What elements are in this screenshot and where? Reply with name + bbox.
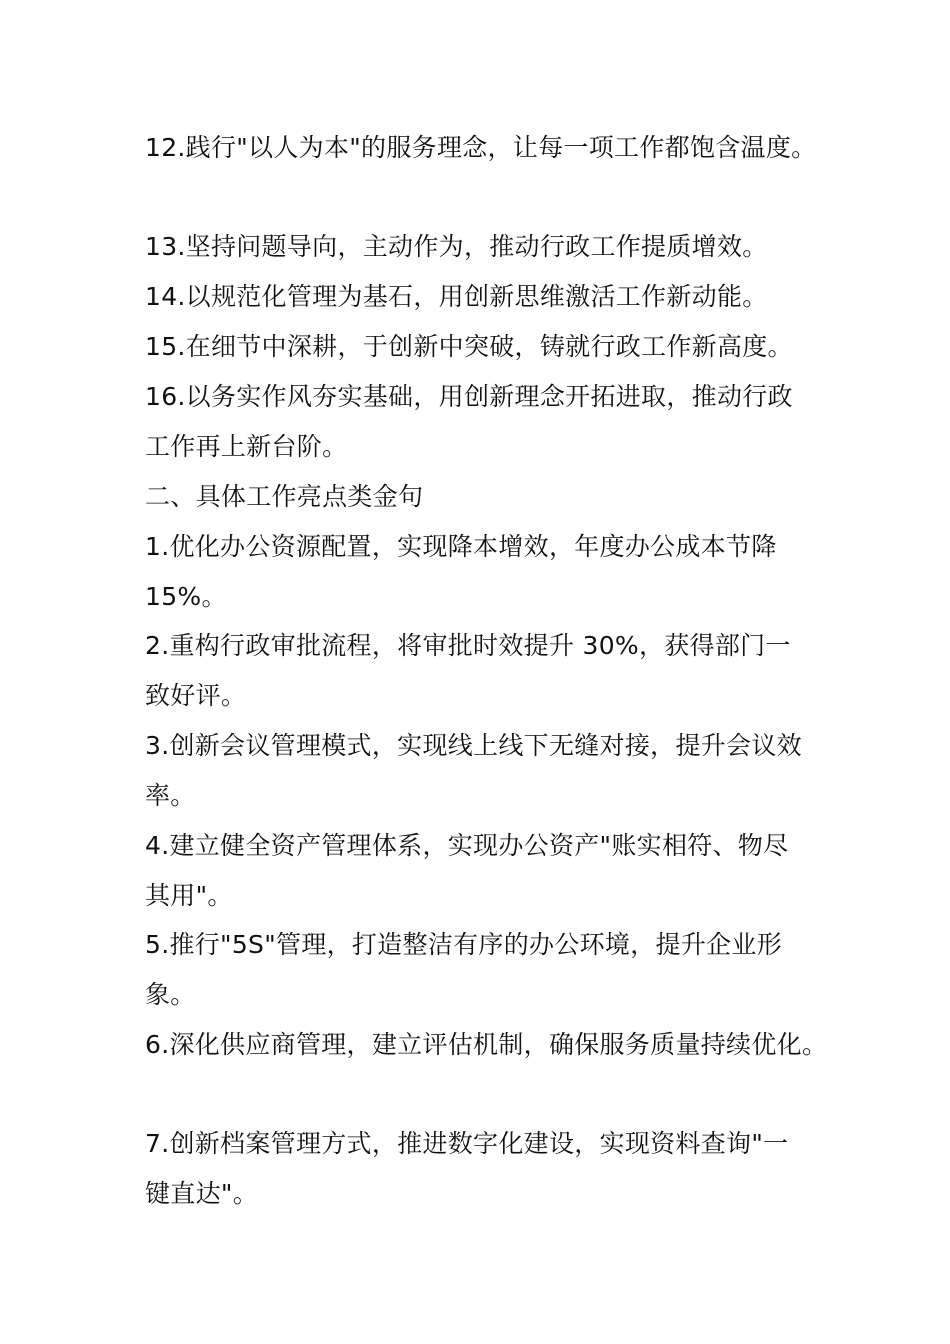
text-line-5-cont: 象。 [145,980,196,1009]
section-heading: 二、具体工作亮点类金句 [145,482,424,511]
text-line-2: 2.重构行政审批流程，将审批时效提升 30%，获得部门一 [145,631,791,660]
text-line-15: 15.在细节中深耕，于创新中突破，铸就行政工作新高度。 [145,332,793,361]
text-line-3: 3.创新会议管理模式，实现线上线下无缝对接，提升会议效 [145,731,802,760]
text-line-1-cont: 15%。 [145,582,227,611]
text-line-2-cont: 致好评。 [145,681,247,710]
text-line-7: 7.创新档案管理方式，推进数字化建设，实现资料查询"一 [145,1129,789,1158]
text-line-7-cont: 键直达"。 [145,1179,258,1208]
text-line-16: 16.以务实作风夯实基础，用创新理念开拓进取，推动行政 [145,382,793,411]
text-line-4-cont: 其用"。 [145,881,233,910]
text-line-5: 5.推行"5S"管理，打造整洁有序的办公环境，提升企业形 [145,930,783,959]
text-line-6: 6.深化供应商管理，建立评估机制，确保服务质量持续优化。 [145,1030,828,1059]
text-line-4: 4.建立健全资产管理体系，实现办公资产"账实相符、物尽 [145,831,789,860]
text-line-1: 1.优化办公资源配置，实现降本增效，年度办公成本节降 [145,532,777,561]
text-line-13: 13.坚持问题导向，主动作为，推动行政工作提质增效。 [145,232,768,261]
text-line-3-cont: 率。 [145,781,196,810]
text-line-12: 12.践行"以人为本"的服务理念，让每一项工作都饱含温度。 [145,133,817,162]
text-line-16-cont: 工作再上新台阶。 [145,432,348,461]
text-line-14: 14.以规范化管理为基石，用创新思维激活工作新动能。 [145,282,768,311]
